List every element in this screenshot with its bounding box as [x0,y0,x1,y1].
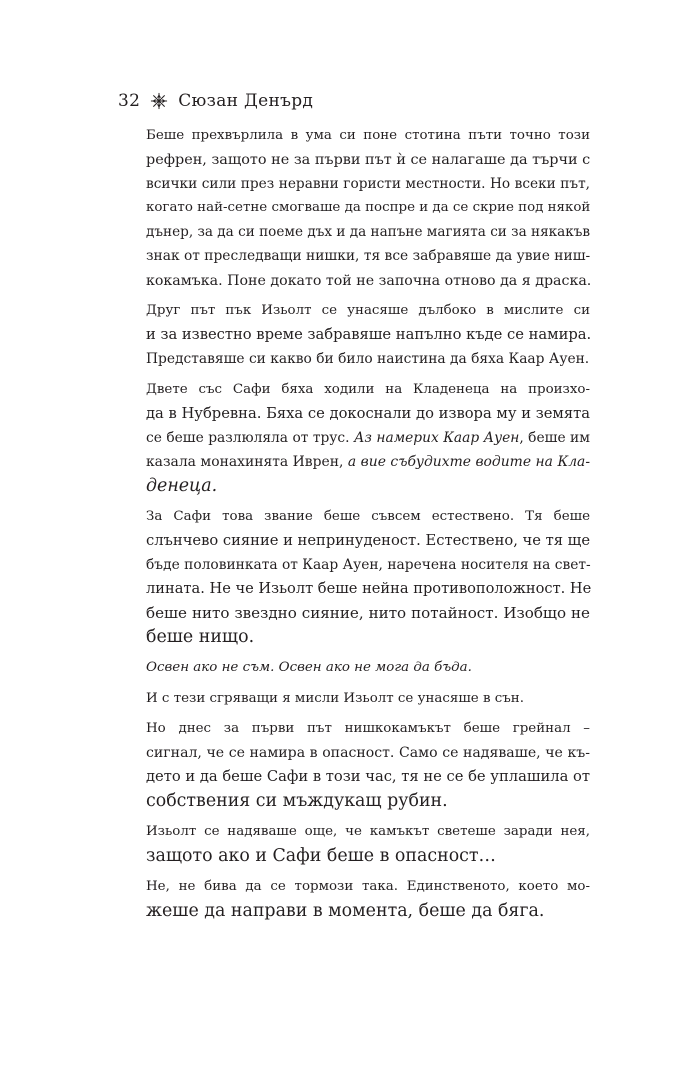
text-line: Но днес за първи път нишкокамъкът беше грейнал – [146,721,590,737]
text-line: Двете със Сафи бяха ходили на Кладенеца на произхо- [146,381,590,397]
text-line: дънер, за да си поеме дъх и да напъне магията си за някакъв [146,224,591,241]
text-line: Изьолт се надяваше още, че камъкът светеше заради нея, [146,824,590,840]
paragraph [118,124,590,293]
text-line: дето и да беше Сафи в този час, тя не се бе уплашила от [146,768,590,786]
paragraph [118,378,590,498]
text-line: беше нито звездно сияние, нито потайност. Изобщо не [146,604,590,623]
asterisk-flower-icon [150,92,168,110]
text-run: , беше им [519,430,590,447]
italic-quote: Аз намерих Каар Ауен [353,430,520,447]
text-line [118,450,590,474]
text-line: кокамъка. Поне докато той не започна отново да я драска. [146,272,592,289]
paragraph [118,717,590,813]
text-line: Друг път пък Изьолт се унасяше дълбоко в мислите си [146,303,590,319]
text-line: Представяше си какво би било наистина да бяха Каар Ауен. [146,351,590,368]
running-head [118,88,313,114]
text-line: когато най-сетне смогваше да поспре и да се скрие под някой [146,200,591,216]
paragraph [118,299,590,371]
text-line: лината. Не че Изьолт беше нейна противоположност. Не [146,580,592,598]
text-line: И с тези сгряващи я мисли Изьолт се унасяше в сън. [146,690,524,706]
text-line: защото ако и Сафи беше в опасност… [146,846,496,867]
text-line: слънчево сияние и непринуденост. Естествено, че тя ще [146,532,591,549]
text-line: Беше прехвърлила в ума си поне стотина пъти точно този [146,128,590,143]
italic-quote: а вие събудихте водите на Кла- [347,454,591,471]
text-line: рефрен, защото не за първи път ѝ се налагаше да търчи с [146,152,591,169]
text-line: да в Нубревна. Бяха се докоснали до извора му и земята [146,405,590,423]
paragraph [118,505,590,650]
text-run: казала монахинята Иврен, [146,454,344,471]
text-line: жеше да направи в момента, беше да бяга. [146,900,545,921]
text-line: всички сили през неравни гористи местности. Но всеки път, [146,176,590,193]
text-line: сигнал, че се намира в опасност. Само се надяваше, че къ- [146,745,590,762]
text-line: Не, не бива да се тормози така. Единственото, което мо- [146,878,590,894]
paragraph [118,820,590,868]
text-line [118,656,590,680]
text-line: бъде половинката от Каар Ауен, наречена носителя на свет- [146,557,591,574]
text-line: и за известно време забравяше напълно къде се намира. [146,326,592,344]
text-line [118,426,590,450]
text-line: знак от преследващи нишки, тя все забравяше да увие ниш- [146,248,591,265]
text-line: За Сафи това звание беше съвсем естествено. Тя беше [146,508,590,524]
body-text [118,124,590,929]
author-name: Сюзан Денърд [178,91,314,111]
text-line: беше нищо. [146,627,255,648]
page-number: 32 [118,91,141,111]
italic-quote: денеца. [146,476,218,497]
italic-thought: Освен ако не съм. Освен ако не мога да бъда. [146,659,472,675]
paragraph [118,656,590,680]
paragraph [118,687,590,711]
paragraph [118,875,590,923]
text-line: собствения си мъждукащ рубин. [146,791,448,812]
text-line [118,474,590,498]
text-run: се беше разлюляла от трус. [146,430,350,447]
